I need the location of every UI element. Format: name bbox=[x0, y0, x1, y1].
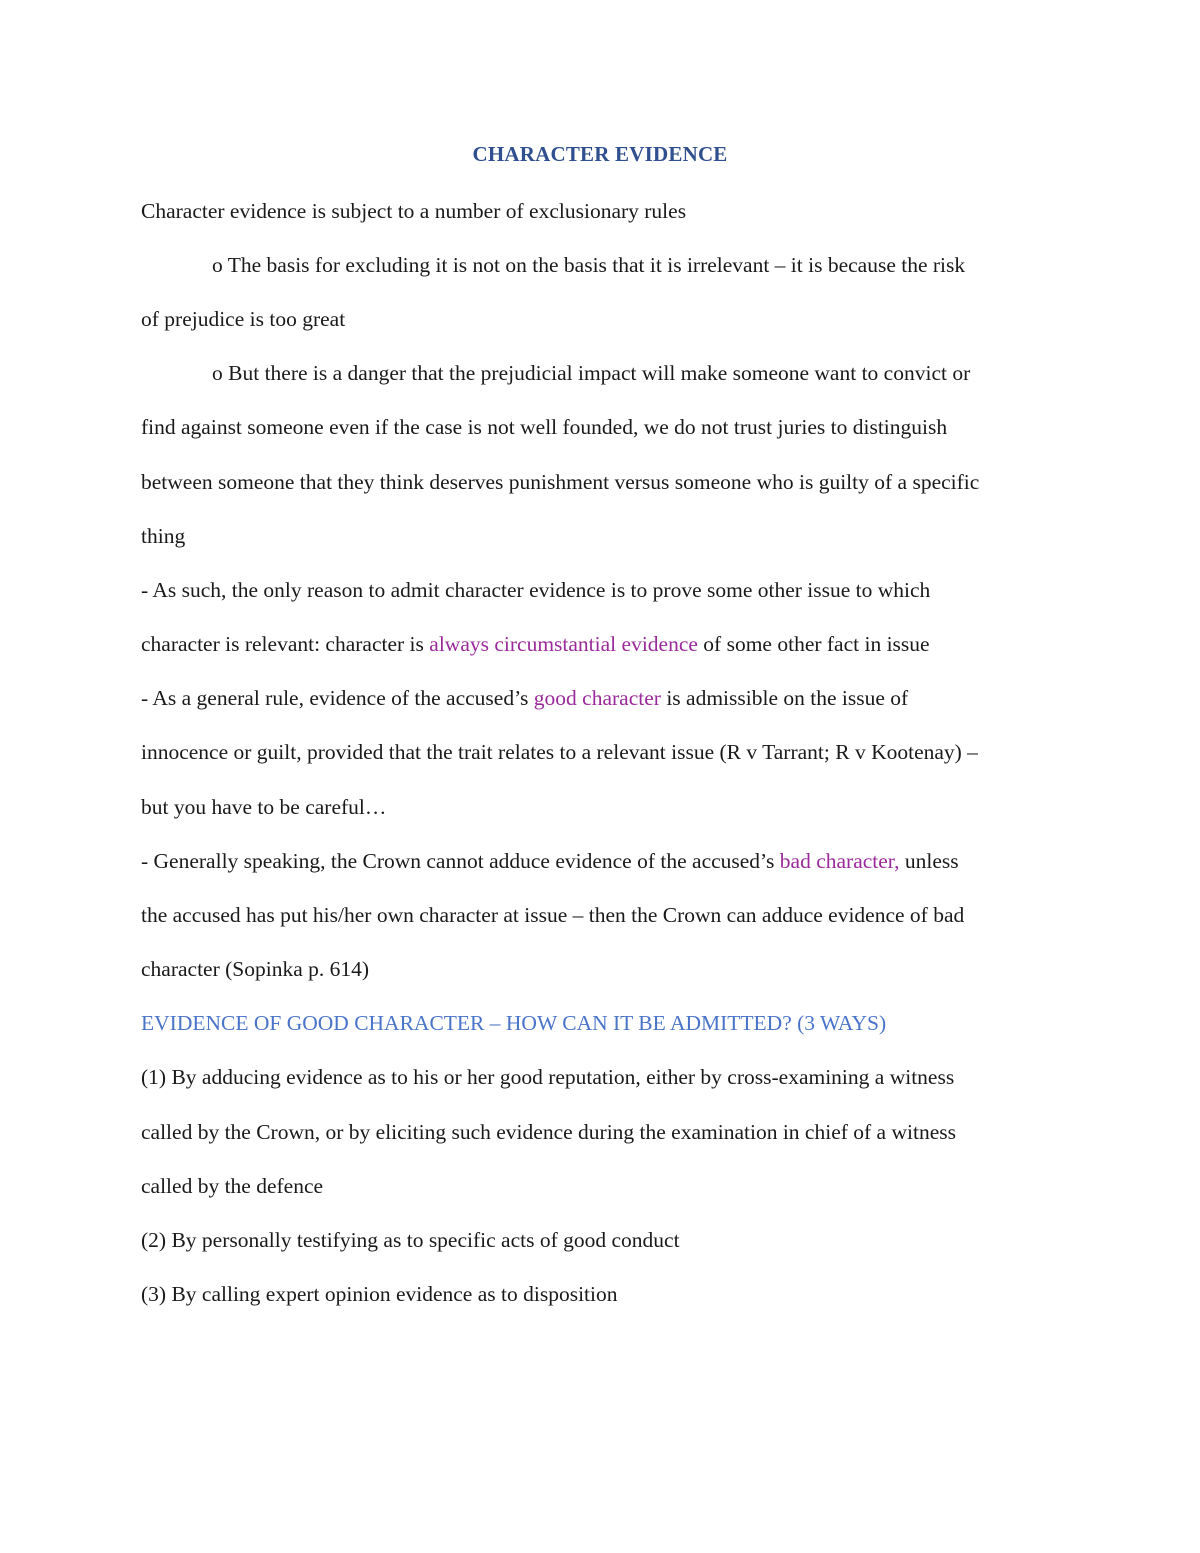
highlight-bad-character: bad character, bbox=[779, 849, 900, 873]
way1-line1: (1) By adducing evidence as to his or her good reputation, either by cross-examining a witness bbox=[141, 1065, 955, 1089]
way1-line2: called by the Crown, or by eliciting such evidence during the examination in chief of a witness bbox=[141, 1120, 956, 1144]
dash1-line2-text: character is relevant: character is bbox=[141, 632, 430, 656]
dash1-line2-tail: of some other fact in issue bbox=[697, 632, 930, 656]
dash2-line3: but you have to be careful… bbox=[141, 795, 387, 819]
way3-text: (3) By calling expert opinion evidence as to disposition bbox=[141, 1282, 618, 1306]
dash3-line3: character (Sopinka p. 614) bbox=[141, 957, 370, 981]
dash3-line1-tail: unless bbox=[899, 849, 959, 873]
dash1-line2 bbox=[141, 630, 930, 658]
section-heading: EVIDENCE OF GOOD CHARACTER – HOW CAN IT BE ADMITTED? (3 WAYS) bbox=[141, 1011, 887, 1035]
way2-text: (2) By personally testifying as to specific acts of good conduct bbox=[141, 1228, 680, 1252]
intro-text: Character evidence is subject to a number of exclusionary rules bbox=[141, 199, 687, 223]
bullet2-line1: o But there is a danger that the prejudicial impact will make someone want to convict or bbox=[212, 361, 971, 385]
bullet2-line4: thing bbox=[141, 524, 186, 548]
dash2-line1 bbox=[141, 684, 908, 712]
dash1-line1: - As such, the only reason to admit character evidence is to prove some other issue to which bbox=[141, 578, 931, 602]
dash3-line1-text: - Generally speaking, the Crown cannot adduce evidence of the accused’s bbox=[141, 849, 780, 873]
dash2-line1-tail: is admissible on the issue of bbox=[660, 686, 909, 710]
bullet1-line2: of prejudice is too great bbox=[141, 307, 346, 331]
page-title: CHARACTER EVIDENCE bbox=[472, 142, 728, 166]
dash3-line1 bbox=[141, 847, 959, 875]
highlight-good-character: good character bbox=[533, 686, 661, 710]
dash2-line2: innocence or guilt, provided that the trait relates to a relevant issue (R v Tarrant; R v Kootenay) – bbox=[141, 740, 978, 764]
bullet1-line1: o The basis for excluding it is not on the basis that it is irrelevant – it is because the risk bbox=[212, 253, 966, 277]
highlight-circumstantial: always circumstantial evidence bbox=[429, 632, 698, 656]
way1-line3: called by the defence bbox=[141, 1174, 324, 1198]
dash3-line2: the accused has put his/her own character at issue – then the Crown can adduce evidence of bad bbox=[141, 903, 965, 927]
dash2-line1-text: - As a general rule, evidence of the accused’s bbox=[141, 686, 534, 710]
bullet2-line3: between someone that they think deserves punishment versus someone who is guilty of a specific bbox=[141, 470, 980, 494]
bullet2-line2: find against someone even if the case is not well founded, we do not trust juries to distinguish bbox=[141, 415, 948, 439]
